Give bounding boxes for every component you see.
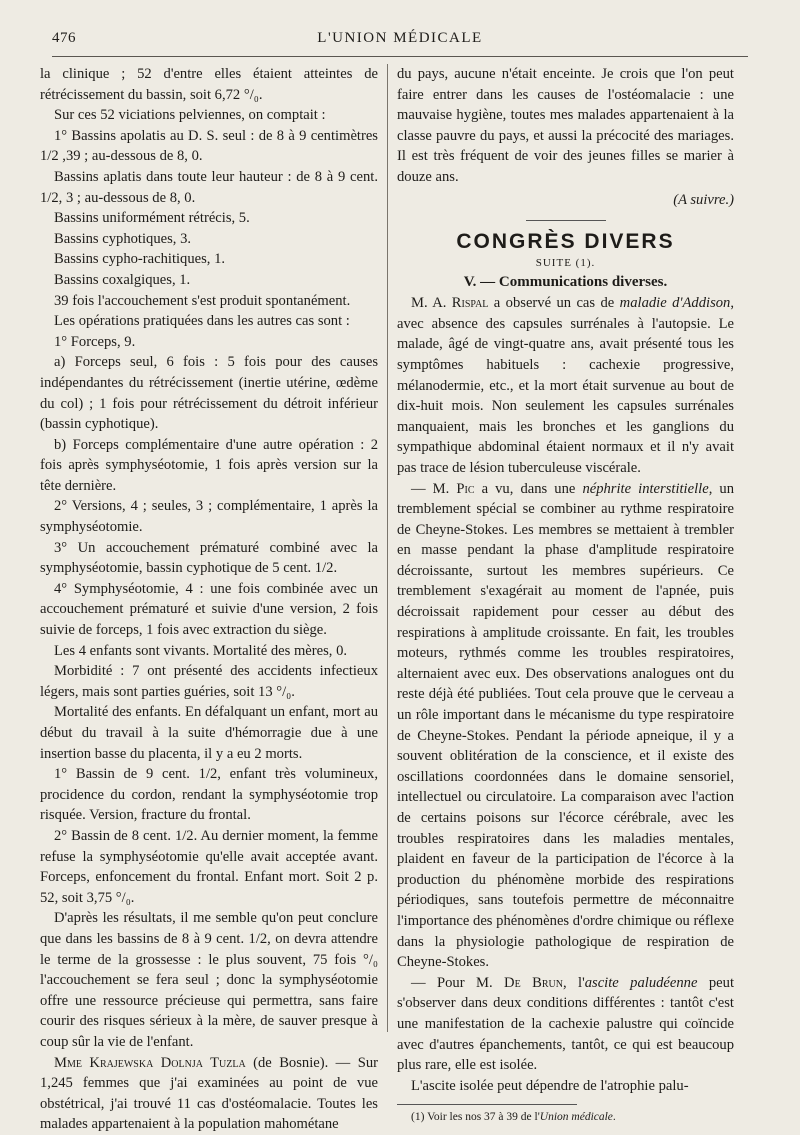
right-column <box>397 64 734 1125</box>
paragraph: 2° Bassin de 8 cent. 1/2. Au dernier moment, la femme refuse la symphyséotomie qu'elle avait acceptée avant. Forceps, enfoncement du frontal. Enfant mort. Soit 2 p. 52, soit 3,75 °/₀. <box>40 827 378 906</box>
paragraph: 2° Versions, 4 ; seules, 3 ; complémentaire, 1 après la symphyséotomie. <box>40 498 378 536</box>
paragraph-text: a vu, dans une <box>474 480 583 497</box>
paragraph <box>397 973 734 1076</box>
paragraph-text: , avec absence des capsules surrénales à l'autopsie. Le malade, âgé de vingt-quatre ans, avait présenté tous les symptômes habituels : cachexie progressive, mélanodermie, etc., et la mort était survenue au bout de dix-huit mois. Non seulement les capsules surrénales manquaient, mais les bronches et les ganglions du sympathique abdominal étaient normaux et il n'y avait pas trace de lésion tuberculeuse viscérale. <box>397 295 734 476</box>
page-header <box>52 30 748 52</box>
subsection-title: V. — Communications diverses. <box>463 274 668 291</box>
disease-name: ascite paludéenne <box>584 974 698 991</box>
left-column <box>40 64 378 1135</box>
paragraph: Sur ces 52 viciations pelviennes, on comptait : <box>54 107 326 124</box>
footnote <box>397 1109 734 1125</box>
paragraph: Bassins coxalgiques, 1. <box>54 271 191 288</box>
paragraph <box>397 479 734 973</box>
section-title: CONGRÈS DIVERS <box>456 230 675 254</box>
paragraph: 1° Forceps, 9. <box>54 333 136 350</box>
footnote-text: . <box>612 1111 616 1124</box>
paragraph: Bassins cyphotiques, 3. <box>54 230 192 247</box>
paragraph: D'après les résultats, il me semble qu'on peut conclure que dans les bassins de 8 à 9 cent. 1/2, on devra attendre le terme de la grossesse : le plus souvent, 75 fois °/₀ l'accouchement se fera seul ; donc la symphyséotomie offre une ressource précieuse qui permettra, sans faire courir des risques sérieux à la mère, de sauver presque à coup sûr la vie de l'enfant. <box>40 910 378 1050</box>
paragraph: Les opérations pratiquées dans les autres cas sont : <box>54 313 350 330</box>
paragraph-text: — M. <box>411 480 457 497</box>
paragraph: 39 fois l'accouchement s'est produit spontanément. <box>54 292 351 309</box>
paragraph: Bassins uniformément rétrécis, 5. <box>54 210 250 227</box>
paragraph: Mortalité des enfants. En défalquant un enfant, mort au début du travail à la suite d'hémorragie due à une insertion basse du placenta, il y a eu 2 morts. <box>40 704 378 762</box>
paragraph: 1° Bassins apolatis au D. S. seul : de 8 à 9 centimètres 1/2 ,39 ; au-dessous de 8, 0. <box>40 127 378 165</box>
header-rule <box>52 56 748 57</box>
author-name: M. A. Rispal <box>411 295 489 312</box>
paragraph-text: (de Bosnie). — Sur 1,245 femmes que j'ai examinées au point de vue obstétrical, j'ai trouvé 11 cas d'ostéomalacie. Toutes les malades appartenaient à la population mahométane <box>40 1054 378 1133</box>
paragraph: L'ascite isolée peut dépendre de l'atrophie palu- <box>411 1077 689 1094</box>
paragraph: 4° Symphyséotomie, 4 : une fois combinée avec un accouchement prématuré et suivie d'une version, 2 fois suivie de forceps, 1 fois avec extraction du siège. <box>40 580 378 639</box>
paragraph <box>40 1053 378 1135</box>
disease-name: néphrite interstitielle <box>582 480 709 497</box>
author-name: De Brun <box>504 974 563 991</box>
running-title: L'UNION MÉDICALE <box>317 30 483 46</box>
journal-name: Union médicale <box>539 1111 613 1124</box>
paragraph: b) Forceps complémentaire d'une autre opération : 2 fois après symphyséotomie, 1 fois après version sur la tête dernière. <box>40 436 378 494</box>
paragraph-text: a observé un cas de <box>488 295 620 312</box>
paragraph-text: , un tremblement spécial se combiner au rythme respiratoire de Cheyne-Stokes. Les membres se mettaient à trembler en masse pendant la phase d'amplitude respiratoire décroissante, surtout les membres supérieurs. Ce tremblement s'exagérait au moment de l'apnée, puis décroissait rapidement pour cesser au début des respirations à amplitude croissante. En fait, les troubles moteurs, rythmés comme les troubles respiratoires, alternaient avec eux. Des observations analogues ont du reste déjà été publiées. Tout cela prouve que le cerveau a un rôle important dans le mécanisme du type respiratoire de Cheyne-Stokes. Pendant la période apneique, il y a souvent oblitération de la conscience, et il existe des oscillations coordonnées dans le domaine sensoriel, intellectuel ou circulatoire. La comparaison avec l'action de certains poisons sur l'écorce cérébrale, avec les troubles respiratoires dans les maladies mentales, plaident en faveur de la participation de l'écorce à la production du phénomène morbide des respirations périodiques, sans toutefois permettre de méconnaitre l'importance des phénomènes d'ordre chimique ou réflexe dans la physiologie pathologique de respiration de Cheyne-Stokes. <box>397 480 735 971</box>
paragraph <box>397 293 734 478</box>
author-name: Pic <box>456 480 475 497</box>
paragraph: Bassins aplatis dans toute leur hauteur : de 8 à 9 cent. 1/2, 3 ; au-dessous de 8, 0. <box>40 168 378 206</box>
paragraph-text: peut s'observer dans deux conditions différentes : tantôt c'est une manifestation de la cachexie palustre qui coïncide avec d'autres épanchements, tantôt, ce qui est beaucoup plus rare, elle est isolée. <box>397 974 734 1074</box>
paragraph: Les 4 enfants sont vivants. Mortalité des mères, 0. <box>54 642 348 659</box>
column-divider <box>387 64 388 1032</box>
page-number: 476 <box>52 30 76 46</box>
paragraph-text: — Pour M. <box>411 974 505 991</box>
paragraph: la clinique ; 52 d'entre elles étaient atteintes de rétrécissement du bassin, soit 6,72 °/₀. <box>40 66 378 103</box>
paragraph: 1° Bassin de 9 cent. 1/2, enfant très volumineux, procidence du cordon, rendant la symphyséotomie trop risquée. Version, fracture du frontal. <box>40 766 378 824</box>
paragraph-text: , l' <box>562 974 585 991</box>
author-name: Mme Krajewska Dolnja Tuzla <box>54 1054 246 1071</box>
paragraph: Morbidité : 7 ont présenté des accidents infectieux légers, mais sont parties guéries, soit 13 °/₀. <box>40 663 378 700</box>
section-rule <box>526 220 606 221</box>
paragraph: du pays, aucune n'était enceinte. Je crois que l'on peut faire entrer dans les causes de l'ostéomalacie : une mauvaise hygiène, toutes mes malades appartenaient à la classe pauvre du pays, et aussi la précocité des mariages. Il est très fréquent de voir des jeunes filles se marier à douze ans. <box>397 66 734 185</box>
paragraph: a) Forceps seul, 6 fois : 5 fois pour des causes indépendantes du rétrécissement (inertie utérine, œdème du col) ; 1 fois pour rétrécissement du détroit inférieur (bassin cyphotique). <box>40 354 378 433</box>
footnote-rule <box>397 1104 577 1105</box>
footnote-text: (1) Voir les nos 37 à 39 de l' <box>411 1111 540 1124</box>
disease-name: maladie d'Addison <box>619 295 731 312</box>
paragraph: 3° Un accouchement prématuré combiné avec la symphyséotomie, bassin cyphotique de 5 cent. 1/2. <box>40 539 378 577</box>
paragraph: Bassins cypho-rachitiques, 1. <box>54 251 226 268</box>
section-subtitle: SUITE (1). <box>535 257 596 270</box>
continued-note: (A suivre.) <box>673 191 734 208</box>
